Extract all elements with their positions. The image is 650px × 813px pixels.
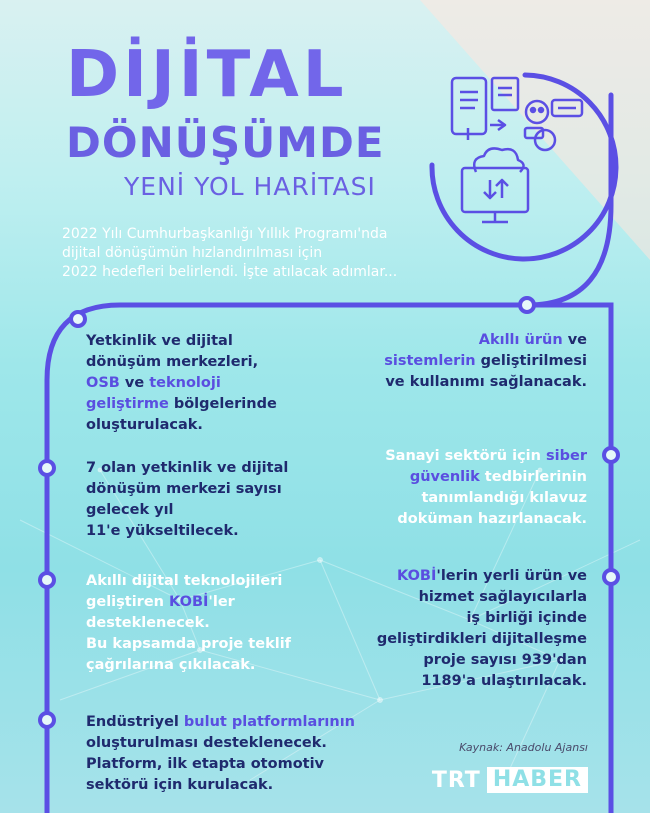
highlight-text: KOBİ	[397, 568, 437, 584]
item-line	[86, 634, 291, 655]
page-tagline: YENİ YOL HARİTASI	[124, 172, 376, 201]
item-line	[377, 650, 587, 671]
item-line	[385, 488, 587, 509]
item-line	[86, 352, 277, 373]
item-line	[86, 458, 288, 479]
item-line	[384, 351, 587, 372]
item-line	[86, 712, 355, 733]
body-text: Yetkinlik ve dijital	[86, 333, 233, 349]
body-text: geliştirilmesi	[475, 353, 587, 369]
body-text: 'lerin yerli ürün ve	[436, 568, 587, 584]
body-text: çağrılarına çıkılacak.	[86, 657, 256, 673]
body-text: proje sayısı 939'dan	[423, 652, 587, 668]
trt-haber-logo	[432, 767, 588, 793]
highlight-text: Akıllı ürün	[478, 332, 563, 348]
item-line	[86, 733, 355, 754]
logo-trt: TRT	[431, 767, 481, 793]
body-text: doküman hazırlanacak.	[397, 511, 587, 527]
item-line	[86, 521, 288, 542]
timeline-dot	[520, 298, 534, 312]
body-text: hizmet sağlayıcılarla	[418, 589, 587, 605]
item-line	[384, 330, 587, 351]
body-text: Endüstriyel	[86, 714, 184, 730]
highlight-text: siber	[546, 448, 587, 464]
item-line	[86, 592, 291, 613]
timeline-dot	[40, 461, 54, 475]
timeline-dot	[604, 570, 618, 584]
body-text: oluşturulacak.	[86, 417, 203, 433]
item-smart-products	[384, 330, 587, 393]
body-text: tedbirlerinin	[479, 469, 587, 485]
page-title: DİJİTAL	[66, 38, 348, 112]
item-line	[86, 655, 291, 676]
item-line	[385, 467, 587, 488]
item-line	[377, 629, 587, 650]
item-line	[377, 566, 587, 587]
item-line	[86, 479, 288, 500]
body-text: 7 olan yetkinlik ve dijital	[86, 460, 289, 476]
highlight-text: bulut platformlarının	[183, 714, 355, 730]
body-text: oluşturulması desteklenecek.	[86, 735, 327, 751]
highlight-text: OSB	[86, 375, 120, 391]
body-text: geliştiren	[86, 594, 170, 610]
logo-haber: HABER	[487, 767, 588, 793]
item-line	[385, 446, 587, 467]
highlight-text: güvenlik	[409, 469, 480, 485]
body-text: geliştirdikleri dijitalleşme	[376, 631, 587, 647]
page-subtitle: DÖNÜŞÜMDE	[66, 118, 385, 167]
item-competence-centers	[86, 331, 277, 436]
item-line	[86, 394, 277, 415]
item-line	[377, 671, 587, 692]
body-text: sektörü için kurulacak.	[86, 777, 274, 793]
item-line	[86, 775, 355, 796]
body-text: dönüşüm merkezi sayısı	[86, 481, 282, 497]
timeline-dot	[40, 713, 54, 727]
highlight-text: geliştirme	[86, 396, 169, 412]
timeline-dot	[71, 312, 85, 326]
body-text: tanımlandığı kılavuz	[421, 490, 587, 506]
source-note: Kaynak: Anadolu Ajansı	[459, 741, 588, 754]
phone-icon	[452, 78, 486, 134]
intro-text: 2022 Yılı Cumhurbaşkanlığı Yıllık Programı'nda dijital dönüşümün hızlandırılması için 2022 hedefleri belirlendi. İşte atılacak adımlar...	[62, 226, 398, 280]
highlight-text: sistemlerin	[384, 353, 476, 369]
body-text: Sanayi sektörü için	[385, 448, 547, 464]
item-cloud-platforms	[86, 712, 355, 796]
body-text: ve	[562, 332, 587, 348]
item-line	[384, 372, 587, 393]
item-cyber-security	[385, 446, 587, 530]
item-line	[86, 500, 288, 521]
item-sme-projects	[377, 566, 587, 692]
robot-icon	[526, 101, 548, 123]
item-line	[86, 571, 291, 592]
body-text: iş birliği içinde	[466, 610, 587, 626]
body-text: 11'e yükseltilecek.	[86, 523, 239, 539]
body-text: 'ler	[208, 594, 235, 610]
monitor-icon	[462, 168, 528, 212]
item-line	[86, 373, 277, 394]
body-text: ve	[119, 375, 150, 391]
timeline-dot	[40, 573, 54, 587]
timeline-dot	[604, 448, 618, 462]
body-text: Platform, ilk etapta otomotiv	[86, 756, 325, 772]
highlight-text: teknoloji	[149, 375, 221, 391]
body-text: desteklenecek.	[86, 615, 210, 631]
item-line	[86, 331, 277, 352]
item-line	[86, 754, 355, 775]
body-text: Akıllı dijital teknolojileri	[86, 573, 283, 589]
tech-icons	[452, 78, 582, 222]
body-text: dönüşüm merkezleri,	[86, 354, 259, 370]
body-text: gelecek yıl	[86, 502, 174, 518]
highlight-text: KOBİ	[169, 594, 209, 610]
body-text: Bu kapsamda proje teklif	[86, 636, 291, 652]
body-text: ve kullanımı sağlanacak.	[385, 374, 587, 390]
body-text: bölgelerinde	[168, 396, 277, 412]
item-line	[377, 587, 587, 608]
item-line	[86, 415, 277, 436]
item-sme-support	[86, 571, 291, 676]
item-line	[385, 509, 587, 530]
item-center-count	[86, 458, 288, 542]
item-line	[86, 613, 291, 634]
item-line	[377, 608, 587, 629]
body-text: 1189'a ulaştırılacak.	[421, 673, 587, 689]
